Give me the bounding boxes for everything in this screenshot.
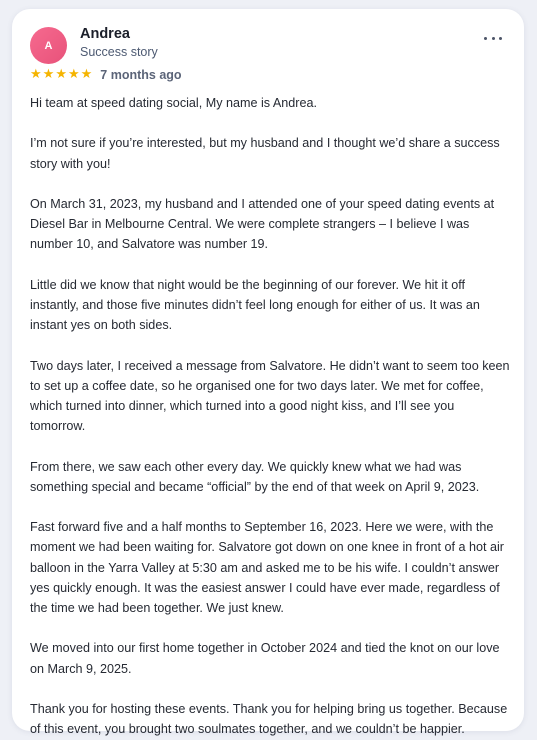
author-subtitle: Success story [80, 45, 158, 59]
star-icon: ★ [67, 67, 80, 82]
star-rating [30, 68, 92, 82]
author-name[interactable]: Andrea [80, 26, 130, 42]
star-icon: ★ [55, 67, 67, 82]
star-icon: ★ [80, 67, 93, 82]
avatar[interactable]: A [30, 27, 67, 64]
review-paragraph: We moved into our first home together in October 2024 and tied the knot on our love on March 9, 2025. [30, 641, 500, 676]
review-paragraph: Two days later, I received a message from Salvatore. He didn’t want to seem too keen to set up a coffee date, so he organised one for two days later. We met for coffee, which turned into dinner, which turned into a good night kiss, and I’ll see you tomorrow. [30, 358, 510, 434]
review-paragraph: I’m not sure if you’re interested, but my husband and I thought we’d share a success story with you! [30, 136, 500, 171]
review-paragraph: Little did we know that night would be the beginning of our forever. We hit it off instantly, and those five minutes didn’t feel long enough for either of us. It was an instant yes on both sides. [30, 277, 480, 333]
review-text [30, 93, 510, 739]
rating-row [30, 67, 182, 83]
review-timestamp: 7 months ago [100, 68, 182, 82]
review-paragraph: From there, we saw each other every day. We quickly knew what we had was something special and became “official” by the end of that week on April 9, 2023. [30, 459, 480, 494]
review-paragraph: Hi team at speed dating social, My name is Andrea. [30, 96, 318, 110]
more-horizontal-icon [499, 37, 502, 40]
more-options-button[interactable] [484, 31, 502, 45]
more-horizontal-icon [484, 37, 487, 40]
star-icon: ★ [30, 67, 42, 82]
review-paragraph: Fast forward five and a half months to September 16, 2023. Here we were, with the moment we had been waiting for. Salvatore got down on one knee in front of a hot air balloon in the Yarra Valley at 5:30 am and asked me to be his wife. I couldn’t answer yes quickly enough. It was the easiest answer I could have ever made, regardless of the time we had been together. We just knew. [30, 520, 504, 615]
star-icon: ★ [42, 67, 55, 82]
review-paragraph: On March 31, 2023, my husband and I attended one of your speed dating events at Diesel Bar in Melbourne Central. We were complete strangers – I believe I was number 10, and Salvatore was number 19. [30, 196, 495, 252]
review-paragraph: Thank you for hosting these events. Thank you for helping bring us together. Because of this event, you brought two soulmates together, and we couldn’t be happier. [30, 701, 508, 737]
review-card [12, 9, 524, 737]
more-horizontal-icon [492, 37, 495, 40]
